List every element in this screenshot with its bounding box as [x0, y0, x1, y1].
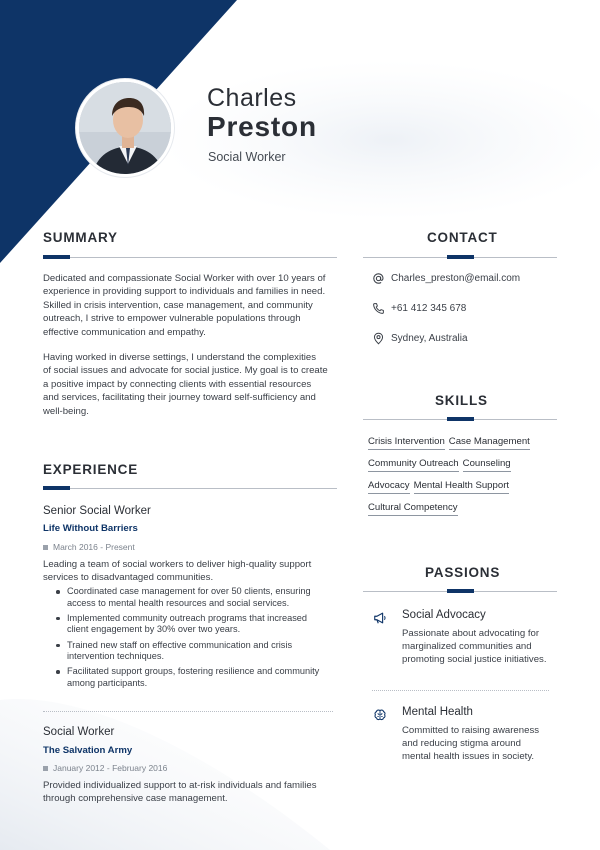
job-summary-line: Provided individualized support to at-risk individuals and families — [43, 780, 317, 791]
summary-paragraph-2 — [43, 351, 343, 418]
brain-icon — [373, 708, 387, 722]
bullet-item — [53, 613, 345, 636]
bottom-swoosh — [0, 699, 330, 850]
bullet-line: intervention techniques. — [67, 651, 165, 662]
job-dates — [43, 542, 135, 552]
bullet-line: client engagement by 30% over two years. — [67, 624, 241, 635]
experience-rule — [43, 488, 337, 489]
phone-icon — [372, 302, 385, 315]
last-name: Preston — [207, 111, 317, 142]
job-summary — [43, 558, 343, 585]
experience-heading: EXPERIENCE — [43, 462, 139, 477]
summary-line: and services, facilitating their journey toward self-sufficiency and — [43, 392, 316, 404]
contact-accent-bar — [447, 255, 474, 259]
passion-title: Social Advocacy — [402, 609, 486, 621]
bullet-item — [53, 586, 345, 609]
job-role: Senior Social Worker — [43, 505, 151, 517]
bullet-line: Implemented community outreach programs that increased — [67, 612, 308, 623]
passions-accent-bar — [447, 589, 474, 593]
location-text: Sydney, Australia — [391, 333, 468, 344]
summary-line: well-being. — [43, 405, 89, 417]
skill-tag: Cultural Competency — [368, 502, 458, 516]
skills-row — [368, 436, 568, 458]
job-title: Social Worker — [208, 150, 286, 164]
bullet-line: access to mental health resources and social services. — [67, 597, 290, 608]
skill-tag: Crisis Intervention — [368, 436, 445, 450]
passion-line: and reducing stigma around — [402, 738, 521, 750]
job-company: Life Without Barriers — [43, 523, 138, 534]
job-bullets — [53, 586, 345, 693]
passion-line: Committed to raising awareness — [402, 725, 540, 736]
summary-line: Having worked in diverse settings, I understand the complexities — [43, 352, 317, 363]
date-marker-icon — [43, 766, 48, 771]
contact-location — [372, 332, 468, 345]
first-name: Charles — [207, 84, 297, 112]
summary-line: Skilled in crisis intervention, case management, and community — [43, 299, 313, 311]
contact-heading: CONTACT — [427, 230, 498, 245]
summary-paragraph-1 — [43, 272, 343, 339]
skill-tag: Counseling — [463, 458, 511, 472]
summary-line: of social issues and advocate for social justice. My goal is to create — [43, 365, 328, 377]
job-divider — [43, 711, 333, 712]
date-marker-icon — [43, 545, 48, 550]
job-dates — [43, 763, 167, 773]
job-dates-text: March 2016 - Present — [53, 542, 135, 552]
at-sign-icon — [372, 272, 385, 285]
skill-tag: Mental Health Support — [414, 480, 509, 494]
summary-accent-bar — [43, 255, 70, 259]
profile-photo — [76, 79, 174, 177]
bullet-item — [53, 666, 345, 689]
summary-line: experience in providing support to individuals and families in need. — [43, 286, 326, 298]
passion-line: mental health issues in society. — [402, 751, 535, 763]
skills-accent-bar — [447, 417, 474, 421]
passion-description — [402, 724, 572, 764]
bullet-item — [53, 640, 345, 663]
bullet-line: Coordinated case management for over 50 clients, ensuring — [67, 586, 311, 596]
map-pin-icon — [372, 332, 385, 345]
skills-row — [368, 502, 568, 524]
passion-description — [402, 627, 572, 667]
passions-heading: PASSIONS — [425, 565, 501, 580]
job-summary-line: through comprehensive case management. — [43, 793, 228, 805]
experience-accent-bar — [43, 486, 70, 490]
job-summary-line: Leading a team of social workers to deliver high-quality support — [43, 559, 312, 570]
bullet-line: Trained new staff on effective communication and crisis — [67, 639, 293, 650]
job-summary — [43, 779, 343, 806]
summary-heading: SUMMARY — [43, 230, 118, 245]
job-summary-line: services to disadvantaged communities. — [43, 572, 214, 584]
skills-row — [368, 480, 568, 502]
summary-line: a positive impact by connecting clients with essential resources — [43, 378, 312, 390]
summary-line: outreach, I strive to empower vulnerable populations through — [43, 313, 301, 325]
passion-divider — [372, 690, 549, 691]
bullet-line: Facilitated support groups, fostering resilience and community — [67, 666, 320, 677]
email-text: Charles_preston@email.com — [391, 273, 521, 284]
job-role: Social Worker — [43, 726, 115, 738]
bullet-line: among participants. — [67, 677, 148, 688]
passion-line: marginalized communities and — [402, 641, 532, 653]
skills-list — [368, 436, 568, 524]
passion-title: Mental Health — [402, 706, 473, 718]
passion-line: Passionate about advocating for — [402, 628, 540, 639]
job-company: The Salvation Army — [43, 745, 133, 756]
passion-line: promoting social justice initiatives. — [402, 654, 547, 666]
skills-heading: SKILLS — [435, 393, 488, 408]
summary-rule — [43, 257, 337, 258]
contact-email — [372, 272, 520, 285]
megaphone-icon — [373, 611, 387, 625]
contact-phone — [372, 302, 466, 315]
skill-tag: Advocacy — [368, 480, 410, 494]
summary-line: effective communication and empathy. — [43, 326, 206, 338]
summary-line: Dedicated and compassionate Social Worker with over 10 years of — [43, 273, 326, 284]
skill-tag: Community Outreach — [368, 458, 459, 472]
skills-row — [368, 458, 568, 480]
skill-tag: Case Management — [449, 436, 530, 450]
phone-text: +61 412 345 678 — [391, 303, 467, 314]
job-dates-text: January 2012 - February 2016 — [53, 763, 168, 773]
